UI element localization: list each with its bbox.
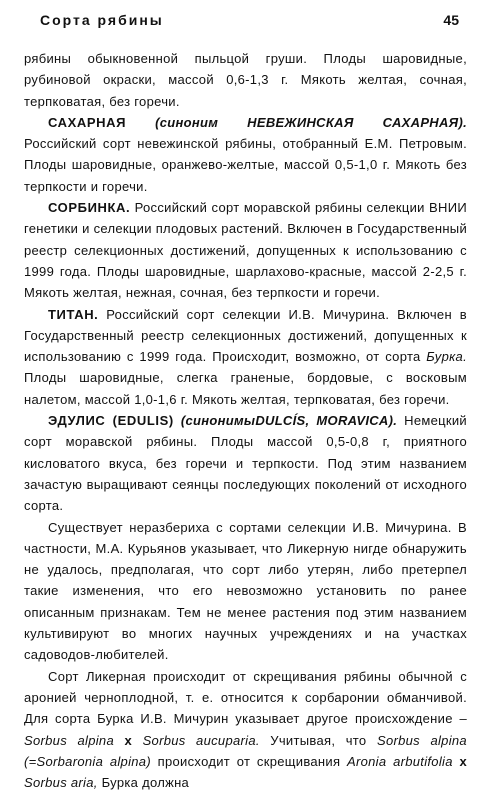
page-header	[24, 8, 467, 36]
latin-name: Sorbus aria,	[24, 775, 98, 791]
paragraph-text: происходит от скрещивания	[157, 753, 341, 769]
page-number: 45	[443, 12, 459, 28]
variety-synonym: (синоним НЕВЕЖИНСКАЯ САХАРНАЯ).	[155, 114, 467, 130]
cross-symbol: x	[124, 732, 133, 748]
variety-description: Российский сорт моравской рябины селекции ВНИИ генетики и селекции плодовых растений. Включен в Государственный реестр селекционных достижений, допущенных к использованию с 1999 года. Плоды шаровидные, шарлахово-красные, массой 2-2,5 г. Мякоть желтая, нежная, сочная, без терпкости и горечи.	[24, 200, 468, 301]
variety-reference: Бурка.	[426, 349, 467, 365]
latin-name: Sorbus alpina	[24, 732, 114, 748]
variety-name: ТИТАН.	[48, 306, 99, 322]
variety-synonym: (синонимыDULCÍS, MORAVICA).	[180, 413, 398, 429]
paragraph-text: Бурка должна	[101, 775, 190, 791]
variety-edulis	[24, 410, 467, 516]
variety-sorbinka	[24, 197, 467, 303]
paragraph-continued	[24, 48, 467, 112]
variety-description: Плоды шаровидные, слегка граненые, бордовые, с восковым налетом, массой 1,0-1,6 г. Мякоть желтая, терпковатая, без горечи.	[24, 370, 467, 407]
cross-symbol: x	[459, 753, 467, 769]
variety-sakharnaya	[24, 112, 467, 197]
latin-name: Sorbus aucuparia.	[142, 732, 260, 748]
latin-name: Aronia arbutifolia	[347, 753, 453, 769]
paragraph-text: Существует неразбериха с сортами селекции И.В. Мичурина. В частности, М.А. Курьянов указывает, что Ликерную нигде обнаружить не удалось, предполагая, что сорт либо утерян, либо претерпел такие изменения, что его невозможно установить по ранее описанным признакам. Тем не менее растения под этим названием культивируют во многих научных учреждениях и на участках садоводов-любителей.	[24, 519, 467, 663]
latin-name: Sorbus alpina (=Sorbaronia alpina)	[24, 732, 467, 769]
variety-description: Российский сорт невежинской рябины, отобранный Е.М. Петровым. Плоды шаровидные, оранжево-желтые, массой 0,5-1,0 г. Мякоть без терпкости и горечи.	[24, 136, 467, 194]
paragraph-text: рябины обыкновенной пыльцой груши. Плоды шаровидные, рубиновой окраски, массой 0,6-1,3 г. Мякоть желтая, сочная, терпковатая, без горечи.	[24, 51, 467, 109]
paragraph-text: Сорт Ликерная происходит от скрещивания рябины обычной с аронией черноплодной, т. е. относится к сорбаронии обманчивой. Для сорта Бурка И.В. Мичурин указывает другое происхождение –	[24, 668, 467, 727]
paragraph-confusion	[24, 517, 467, 666]
variety-name: СОРБИНКА.	[48, 200, 131, 216]
variety-description: Немецкий сорт моравской рябины. Плоды массой 0,5-0,8 г, приятного кисловатого вкуса, без горечи и терпкости. Под этим названием зачастую выращивают сеянцы последующих поколений от исходного сорта.	[24, 413, 467, 514]
page-body	[24, 48, 467, 793]
variety-name: САХАРНАЯ	[48, 114, 127, 130]
paragraph-origin	[24, 666, 467, 794]
paragraph-text: Учитывая, что	[270, 732, 367, 748]
variety-description: Российский сорт селекции И.В. Мичурина. Включен в Государственный реестр селекционных достижений, допущенных к использованию с 1999 года. Происходит, возможно, от сорта	[24, 306, 467, 365]
variety-name: ЭДУЛИС (EDULIS)	[48, 413, 174, 429]
variety-titan	[24, 304, 467, 410]
running-title: Сорта рябины	[40, 12, 164, 28]
